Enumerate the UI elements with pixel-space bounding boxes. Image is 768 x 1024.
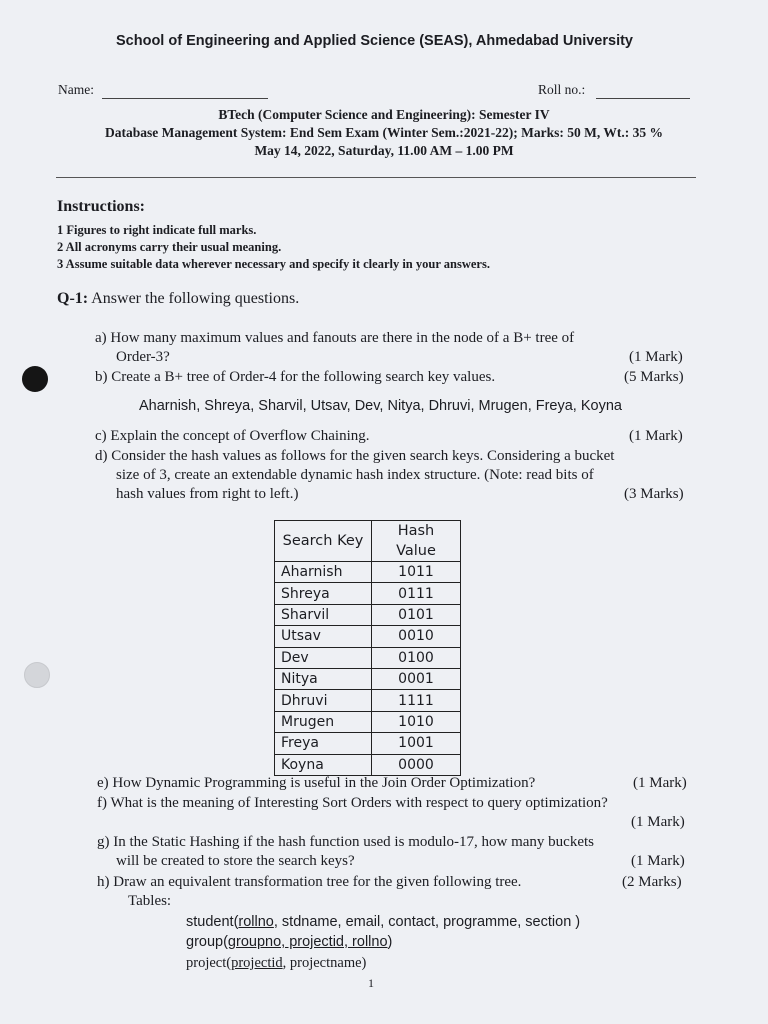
table-row [275, 626, 461, 647]
name-blank-line [102, 98, 268, 99]
table-row [275, 647, 461, 668]
q1f-line1: f) What is the meaning of Interesting Sort Orders with respect to query optimization? [97, 795, 608, 811]
search-key-cell: Dev [275, 647, 372, 668]
instructions-title: Instructions: [57, 198, 146, 215]
table-row [275, 754, 461, 775]
page-number: 1 [368, 976, 374, 990]
q1a-marks: (1 Mark) [629, 349, 683, 365]
q1g-line2: will be created to store the search keys? [116, 853, 355, 869]
table-row [275, 733, 461, 754]
q1f-marks: (1 Mark) [631, 814, 685, 830]
instruction-2: 2 All acronyms carry their usual meaning. [57, 240, 282, 254]
punch-hole-bottom [24, 662, 50, 688]
punch-hole-top [22, 366, 48, 392]
roll-blank-line [596, 98, 690, 99]
name-label: Name: [58, 82, 94, 97]
roll-label: Roll no.: [538, 82, 586, 97]
column-header-search-key: Search Key [275, 521, 372, 562]
search-key-cell: Mrugen [275, 711, 372, 732]
hash-value-table [274, 520, 461, 776]
student-table-name: student( [186, 914, 239, 930]
project-table-schema [186, 955, 366, 972]
university-title: School of Engineering and Applied Science (SEAS), Ahmedabad University [116, 33, 633, 49]
q1h-line1: h) Draw an equivalent transformation tree for the given following tree. [97, 874, 522, 890]
hash-value-cell: 0010 [372, 626, 461, 647]
hash-value-cell: 1001 [372, 733, 461, 754]
q1-text: Answer the following questions. [91, 290, 300, 307]
student-table-schema [186, 914, 580, 930]
search-key-cell: Utsav [275, 626, 372, 647]
table-row [275, 668, 461, 689]
q1a-line2: Order-3? [116, 349, 170, 365]
hash-value-cell: 0101 [372, 604, 461, 625]
hash-value-cell: 0100 [372, 647, 461, 668]
project-primary-key: projectid [231, 955, 283, 971]
hash-value-cell: 0001 [372, 668, 461, 689]
q1-heading [57, 290, 299, 308]
group-table-name: group( [186, 934, 228, 950]
search-key-cell: Freya [275, 733, 372, 754]
hash-value-cell: 1010 [372, 711, 461, 732]
q1b-line1: b) Create a B+ tree of Order-4 for the following search key values. [95, 369, 496, 385]
q1d-line3: hash values from right to left.) [116, 486, 299, 502]
q1d-line1: d) Consider the hash values as follows for the given search keys. Considering a bucket [95, 448, 615, 464]
search-key-cell: Koyna [275, 754, 372, 775]
hash-value-cell: 1111 [372, 690, 461, 711]
student-primary-key: rollno [238, 914, 274, 930]
table-header-row [275, 521, 461, 562]
date-line: May 14, 2022, Saturday, 11.00 AM – 1.00 PM [254, 143, 514, 158]
search-key-cell: Dhruvi [275, 690, 372, 711]
instruction-3: 3 Assume suitable data wherever necessary and specify it clearly in your answers. [57, 257, 490, 271]
group-attributes: ) [387, 934, 393, 950]
q1b-marks: (5 Marks) [624, 369, 684, 385]
exam-line: Database Management System: End Sem Exam (Winter Sem.:2021-22); Marks: 50 M, Wt.: 35 % [105, 125, 663, 140]
table-row [275, 583, 461, 604]
q1g-line1: g) In the Static Hashing if the hash function used is modulo-17, how many buckets [97, 834, 594, 850]
q1g-marks: (1 Mark) [631, 853, 685, 869]
group-table-schema [186, 934, 392, 950]
hash-value-cell: 0111 [372, 583, 461, 604]
table-row [275, 690, 461, 711]
q1c-marks: (1 Mark) [629, 428, 683, 444]
project-table-name: project( [186, 955, 232, 971]
project-attributes: , projectname) [282, 955, 367, 971]
q1e-line1: e) How Dynamic Programming is useful in the Join Order Optimization? [97, 775, 536, 791]
search-key-cell: Shreya [275, 583, 372, 604]
q1e-marks: (1 Mark) [633, 775, 687, 791]
programme-line: BTech (Computer Science and Engineering): Semester IV [218, 107, 550, 122]
group-primary-key: groupno, projectid, rollno [227, 934, 388, 950]
q1a-line1: a) How many maximum values and fanouts are there in the node of a B+ tree of [95, 330, 575, 346]
q1d-line2: size of 3, create an extendable dynamic hash index structure. (Note: read bits of [116, 467, 594, 483]
table-row [275, 604, 461, 625]
q1d-marks: (3 Marks) [624, 486, 684, 502]
table-row [275, 562, 461, 583]
instruction-1: 1 Figures to right indicate full marks. [57, 223, 257, 237]
header-divider [56, 177, 696, 178]
hash-value-cell: 0000 [372, 754, 461, 775]
hash-value-cell: 1011 [372, 562, 461, 583]
table-row [275, 711, 461, 732]
q1h-marks: (2 Marks) [622, 874, 682, 890]
q1c-line1: c) Explain the concept of Overflow Chaining. [95, 428, 370, 444]
q1-label: Q-1: [57, 290, 89, 307]
search-key-cell: Nitya [275, 668, 372, 689]
column-header-hash-value: Hash Value [372, 521, 461, 562]
search-key-cell: Sharvil [275, 604, 372, 625]
student-attributes: , stdname, email, contact, programme, section ) [273, 914, 581, 930]
q1b-search-keys: Aharnish, Shreya, Sharvil, Utsav, Dev, Nitya, Dhruvi, Mrugen, Freya, Koyna [139, 398, 622, 414]
search-key-cell: Aharnish [275, 562, 372, 583]
tables-label: Tables: [128, 893, 172, 909]
